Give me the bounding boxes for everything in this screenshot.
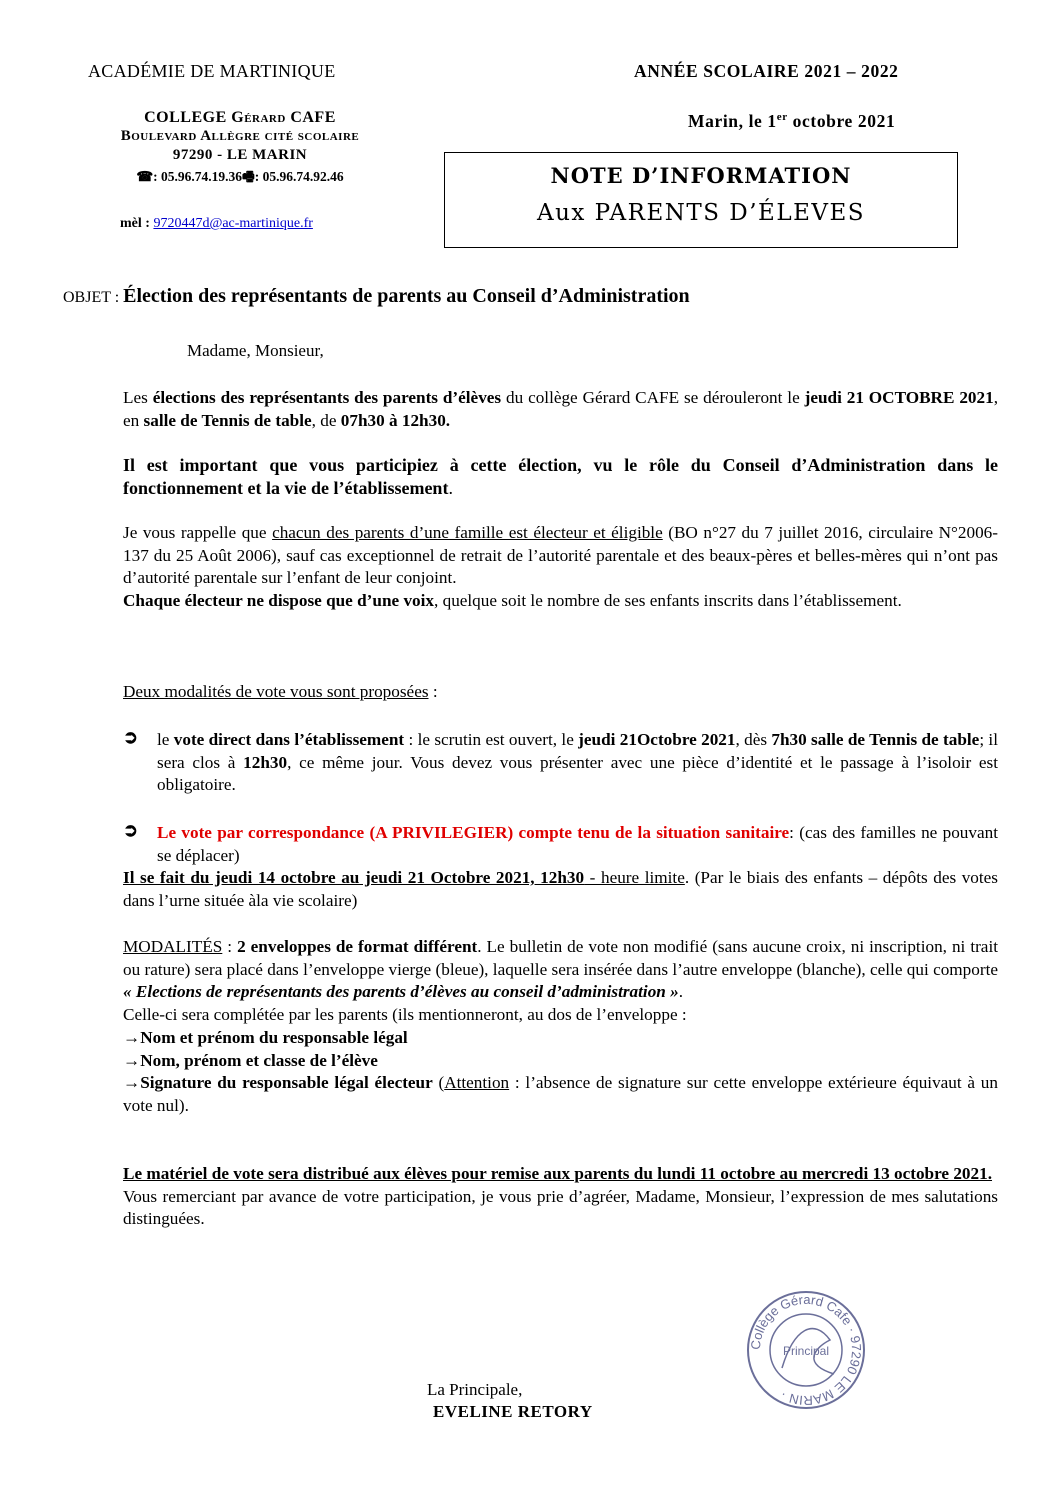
college-city: 97290 - LE MARIN [172, 147, 308, 163]
b1-i: , ce même jour. Vous devez vous présenter avec une pièce d’identité et le passage à l’isoloir est obligatoire. [157, 752, 998, 795]
date-prefix: Marin, le 1 [688, 111, 777, 131]
p5-c: 2 enveloppes de format différent [237, 937, 478, 956]
p5-a: MODALITÉS [123, 937, 223, 956]
p5-b: : [222, 937, 238, 956]
b1-b: vote direct dans l’établissement [173, 730, 405, 749]
contact-line [70, 167, 410, 187]
p1-h: 07h30 à 12h30. [340, 410, 451, 430]
box-title: NOTE D’INFORMATION [550, 163, 852, 188]
college-address: Boulevard Allègre cité scolaire [120, 128, 360, 144]
stamp-center-text: Principal [782, 1344, 830, 1358]
paragraph-correspondence-dates [123, 867, 998, 912]
paragraph-eligibility [123, 522, 998, 613]
box-subtitle: Aux PARENTS D’ÉLEVES [536, 200, 866, 226]
p2-a: Il est important que vous participiez à cette élection, vu le rôle du Conseil d’Administration dans le fonctionnement et la vie de l’établissement [123, 455, 998, 498]
p4-c: . (Par le biais des enfants – dépôts des votes dans l’urne située àla vie scolaire) [123, 868, 998, 910]
signature-name: EVELINE RETORY [433, 1402, 593, 1421]
academie-label: ACADÉMIE DE MARTINIQUE [88, 61, 336, 81]
p5-h: →Nom et prénom du responsable légal [123, 1027, 408, 1047]
p1-e: , en [123, 388, 998, 430]
p5-i: →Nom, prénom et classe de l’élève [123, 1050, 378, 1070]
salutation: Madame, Monsieur, [187, 341, 324, 360]
b1-g: ; il sera clos à [157, 730, 998, 772]
date-suffix: octobre 2021 [787, 111, 896, 131]
p6-b: Vous remerciant par avance de votre participation, je vous prie d’agréer, Madame, Monsieur, l’expression de mes salutations distinguées. [123, 1186, 998, 1229]
college-stamp [744, 1288, 868, 1412]
paragraph-closing [123, 1163, 998, 1231]
p3-e: , quelque soit le nombre de ses enfants inscrits dans l’établissement. [434, 591, 902, 611]
p1-b: élections des représentants des parents d’élèves [152, 388, 502, 407]
p5-l: Attention [444, 1073, 510, 1093]
paragraph-modalites [123, 936, 998, 1118]
p1-c: du collège Gérard CAFE se dérouleront le [501, 388, 805, 407]
objet-label: OBJET : [63, 289, 124, 306]
stamp-ring-text: Collège Gérard Cafe · 97290 LE MARIN · [747, 1291, 865, 1409]
b1-a: le [157, 730, 174, 749]
bullet-correspondence-vote [157, 822, 998, 867]
college-block [70, 108, 410, 187]
mail-label: mèl : [120, 216, 154, 231]
phone-number: : 05.96.74.19.36 [153, 169, 243, 184]
p3-a: Je vous rappelle que [123, 523, 273, 542]
fax-number: : 05.96.74.92.46 [254, 169, 344, 184]
college-name: COLLEGE Gérard CAFE [144, 109, 336, 126]
p1-f: salle de Tennis de table [143, 410, 312, 430]
p4-a: Il se fait du jeudi 14 octobre au jeudi 21 Octobre 2021, 12h30 [123, 868, 585, 887]
paragraph-election-date [123, 387, 998, 432]
mail-link[interactable]: 9720447d@ac-martinique.fr [153, 216, 313, 231]
p2-b: . [448, 478, 453, 498]
p1-d: jeudi 21 OCTOBRE 2021 [804, 388, 994, 407]
bullet-direct-vote [157, 729, 998, 797]
objet-line [63, 285, 690, 308]
mail-line [120, 216, 313, 232]
paragraph-importance [123, 454, 998, 500]
info-box [444, 152, 958, 248]
objet-text: Élection des représentants de parents au Conseil d’Administration [123, 285, 690, 307]
p5-j: →Signature du responsable légal électeur [123, 1073, 433, 1093]
b1-f: 7h30 salle de Tennis de table [771, 730, 980, 749]
phone-icon: ☎ [136, 169, 154, 184]
p1-g: , de [311, 410, 341, 430]
p6-a: Le matériel de vote sera distribué aux élèves pour remise aux parents du lundi 11 octobre au mercredi 13 octobre 2021. [123, 1164, 993, 1183]
stamp-graphic [744, 1288, 868, 1412]
signature-title: La Principale, [427, 1380, 523, 1399]
date-line [688, 111, 895, 132]
modalites-colon: : [428, 682, 438, 701]
p3-c: (BO n°27 du 7 juillet 2016, circulaire N°2006-137 du 25 Août 2006), sauf cas exceptionnel de retrait de l’autorité parentale et des beaux-pères et belles-mères qui n’ont pas d’autorité parentale sur l’enfant de leur conjoint. [123, 523, 998, 588]
modalites-title [123, 682, 438, 702]
p3-d: Chaque électeur ne dispose que d’une voix [123, 591, 434, 611]
p1-a: Les [123, 388, 153, 407]
school-year: ANNÉE SCOLAIRE 2021 – 2022 [634, 61, 899, 81]
b1-c: : le scrutin est ouvert, le [404, 730, 579, 749]
modalites-title-text: Deux modalités de vote vous sont proposées [123, 682, 429, 701]
p5-f: . [678, 982, 684, 1002]
bullet-arrow-icon: ➲ [123, 727, 139, 747]
p5-d: . Le bulletin de vote non modifié (sans aucune croix, ni inscription, ni trait ou rature) sera placé dans l’enveloppe vierge (bleue), laquelle sera insérée dans l’autre enveloppe (blanche), celle qui comporte [123, 937, 998, 979]
b1-e: , dès [735, 730, 772, 749]
b1-h: 12h30 [243, 752, 288, 772]
date-sup: er [776, 111, 788, 124]
p3-b: chacun des parents d’une famille est électeur et éligible [272, 523, 663, 542]
p5-k: ( [432, 1073, 445, 1093]
b1-d: jeudi 21Octobre 2021 [578, 730, 736, 749]
p4-b: - heure limite [584, 868, 685, 887]
p5-g: Celle-ci sera complétée par les parents (ils mentionneront, au dos de l’enveloppe : [123, 1005, 687, 1025]
p5-m: : l’absence de signature sur cette enveloppe extérieure équivaut à un vote nul). [123, 1073, 998, 1115]
b2-a: Le vote par correspondance (A PRIVILEGIER) compte tenu de la situation sanitaire [157, 823, 790, 842]
b2-b: : (cas des familles ne pouvant se déplacer) [157, 823, 998, 865]
fax-icon: 🖷 [242, 169, 255, 184]
bullet-arrow-icon-2: ➲ [123, 820, 139, 840]
p5-e: « Elections de représentants des parents d’élèves au conseil d’administration » [123, 982, 679, 1002]
